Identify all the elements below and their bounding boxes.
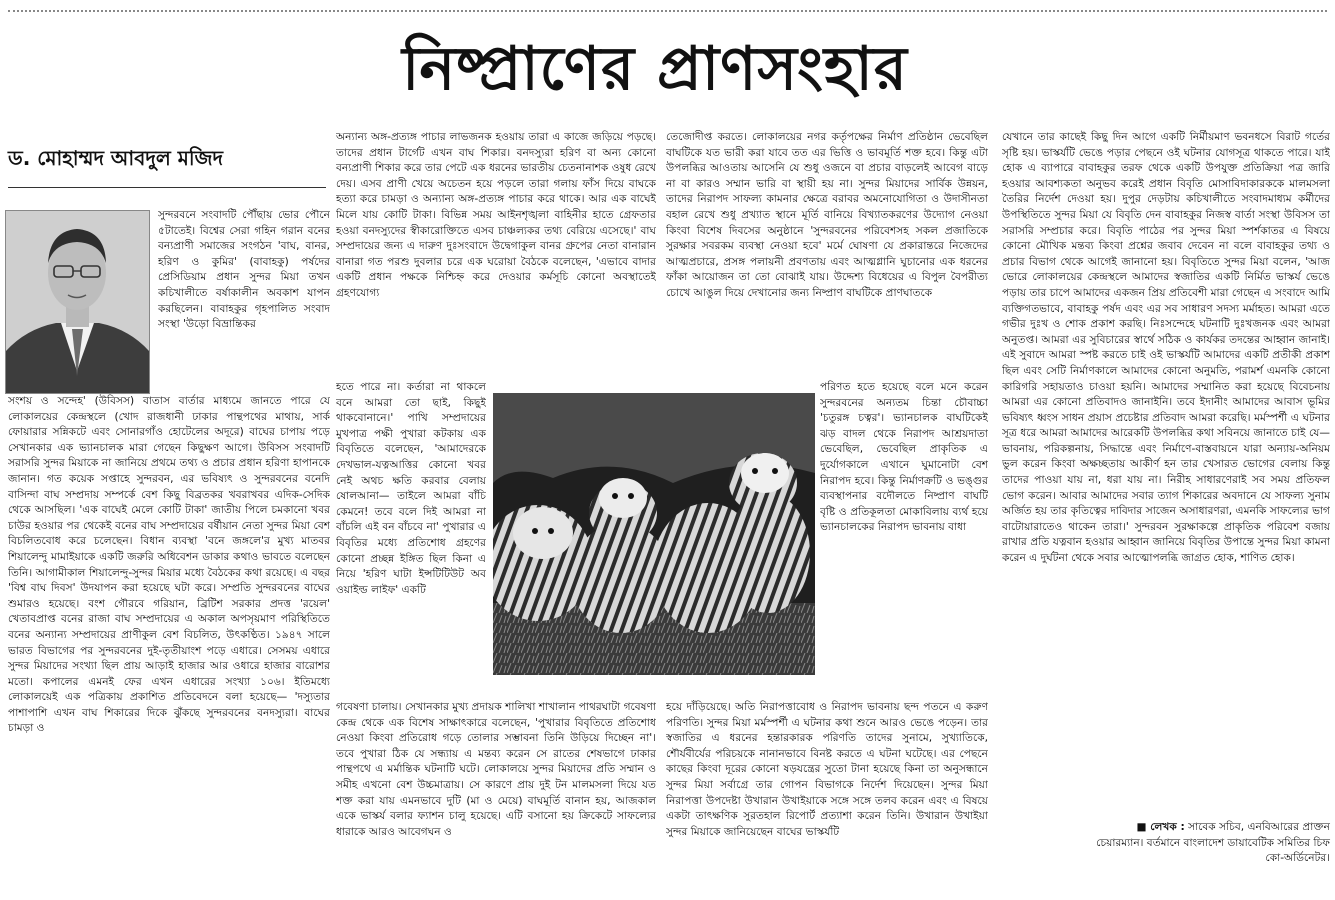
article-text: অন্যান্য অঙ্গ-প্রত্যঙ্গ পাচার লাভজনক হওয়ায় তারা এ কাজে জড়িয়ে পড়ছে। তাদের প্রধান টার্গেট এখন বাঘ শিকার। বনদস্যুরা হরিণ বা অন্য কোনো বন্যপ্রাণী শিকার করে তার পেটে এক ধরনের ভারতীয় চেতনানাশক ওষুধ রেখে দেয়। এসব প্রাণী খেয়ে অচেতন হয়ে পড়লে তারা গলায় ফাঁস দিয়ে বাঘকে হত্যা করে চামড়া ও অন্যান্য অঙ্গ-প্রত্যঙ্গ পাচার করে থাকে। আর এক বাঘেই মিলে যায় কোটি টাকা। বিভিন্ন সময় আইনশৃঙ্খলা বাহিনীর হাতে গ্রেফতার হওয়া বনদস্যুদের স্বীকারোক্তিতে এসব চাঞ্চল্যকর তথ্য বেরিয়ে এসেছে।' বাঘ সম্প্রদায়ের জন্য এ দারুণ দুঃসংবাদে উদ্বেগাকুল বানর গ্রুপের নেতা বানারান বানারা গত পরশু দুবলার চরে এক ঘরোয়া বৈঠকে বলেছেন, 'এভাবে বাদার একটি প্রধান পক্ষকে নিশ্চিহ্ন করে দেওয়ার কর্মসূচি কোনো অবস্থাতেই গ্রহণযোগ্য xyxy=(336,131,656,299)
article-column-1-bottom xyxy=(8,394,330,894)
article-column-3-bottom xyxy=(666,700,988,895)
article-text: পরিণত হতে হয়েছে বলে মনে করেন সুন্দরবনের অন্যতম চিন্তা চৌবাচ্চা 'চতুরঙ্গ চত্বর'। ভ্যানচালক বাঘটিকেই ঝড় বাদল থেকে নিরাপদ আশ্রয়দাতা ভেবেছিল, ভেবেছিল প্রাকৃতিক এ দুর্যোগকালে এখানে ঘুমানোটা বেশ নিরাপদ হবে। কিন্তু নির্মাণক্রটি ও ভঙ্গুর ব্যবস্থাপনার বদৌলতে নিষ্প্রাণ বাঘটি বৃষ্টি ও প্রতিকূলতা মোকাবিলায় ব্যর্থ হয়ে ভ্যানচালকের নিরাপদ ভাবনায় বাধা xyxy=(820,381,988,534)
top-dotted-rule xyxy=(8,10,1327,12)
author-credit-text-1: সাবেক সচিব, এনবিআরের প্রাক্তন xyxy=(1188,821,1330,833)
author-portrait-image xyxy=(6,211,149,393)
author-credit xyxy=(1002,820,1330,867)
article-column-4 xyxy=(1002,130,1330,810)
article-text: গবেষণা চালায়। সেখানকার মুখ্য প্রদায়ক শালিখা শাখালান পাথরঘাটা গবেষণা কেন্দ্র থেকে এক বিশেষ সাক্ষাৎকারে বলেছেন, 'পুখারার বিবৃতিতে প্রতিশোধ নেওয়া কিংবা প্রতিরোধ গড়ে তোলার সম্ভাবনা তিনি উড়িয়ে দিচ্ছেন না'। তবে পুখারা ঠিক যে সন্ধ্যায় এ মন্তব্য করেন সে রাতের শেষভাগে ঢাকার পান্থপথে এ মর্মান্তিক ঘটনাটি ঘটে। লোকালয়ে সুন্দর মিয়াদের প্রতি সম্মান ও সমীহ এখনো বেশ উচ্চমাত্রায়। সে কারণে প্রায় দুই টন মালমসলা দিয়ে যত শক্ত করা যায় এমনভাবে দুটি (মা ও মেয়ে) বাঘমূর্তি বানান হয়, আজকাল একে ভাস্কর্য বলার ফ্যাশন চালু হয়েছে। এটি বসানো হয় ক্রিকেটে সাফল্যের ধারাকে আরও আবেগঘন ও xyxy=(336,701,656,838)
tiger-cubs-image xyxy=(493,393,815,675)
article-text: হয়ে দাঁড়িয়েছে। অতি নিরাপত্তাবোধ ও নিরাপদ ভাবনায় ছন্দ পতনে এ করুণ পরিণতি। সুন্দর মিয়া মর্মস্পর্শী এ ঘটনার কথা শুনে আরও ভেঙে পড়েন। তার স্বজাতির এ ধরনের হন্তারকারক পরিণতি তাদের সুনামে, সুখ্যাতিকে, শৌর্যবীর্যের পরিচয়কে নানানভাবে বিনষ্ট করতে এ ঘটনা ঘটেছে। এর পেছনে কাছের কিংবা দূরের কোনো ষড়যন্ত্রের সুতো টানা হয়েছে কিনা তা অনুসন্ধানে সুন্দর মিয়া সর্বাগ্রে তার গোপন বিভাগকে নির্দেশ দিয়েছেন। সুন্দর মিয়া নিরাপত্তা উপদেষ্টা উখারান উখাইয়াকে সঙ্গে সঙ্গে তলব করেন এবং এ বিষয়ে একটা তাৎক্ষণিক সুরতহাল রিপোর্ট প্রত্যাশা করেন তিনি। উখারান উখাইয়া সুন্দর মিয়াকে জানিয়েছেন বাঘের ভাস্কর্যটি xyxy=(666,701,988,838)
article-column-2-bottom xyxy=(336,700,656,895)
author-credit-line-3: কো-অর্ডিনেটর। xyxy=(1265,852,1330,865)
headline: নিষ্প্রাণের প্রাণসংহার xyxy=(402,34,908,104)
author-credit-line-1 xyxy=(1002,820,1330,836)
author-portrait xyxy=(5,210,150,394)
article-text: সংশয় ও সন্দেহ' (উবিসস) বাতাস বার্তার মাধ্যমে জানতে পারে যে লোকালয়ের কেন্দ্রস্থলে (খোদ রাজধানী ঢাকার পান্থপথের মাথায়, সার্ক ফোয়ারার সন্নিকটে এবং সোনারগাঁও হোটেলের অদূরে) বাঘের চাপায় পড়ে সেখানকার এক ভ্যানচালক মারা গেছেন কিছুক্ষণ আগে। উবিসস সংবাদটি সরাসরি সুন্দর মিয়াকে না জানিয়ে প্রথমে তথ্য ও প্রচার প্রধান হরিণা হাপানকে জানান। গত কয়েক সপ্তাহে সুন্দরবন, এর ভবিষ্যৎ ও সুন্দরবনের বনেদি বাসিন্দা বাঘ সম্প্রদায় সম্পর্কে বেশ কিছু বিব্রতকর খবরাখবর এদিক-সেদিক থেকে আসছিল। 'এক বাঘেই মেলে কোটি টাকা' জাতীয় পিলে চমকানো খবর চাউর হওয়ার পর থেকেই বনের বাঘ সম্প্রদায়ের বর্ষীয়ান নেতা সুন্দর মিয়া বেশ বিচলিতবোধ করে চলেছেন। বিধান ব্যবস্থা 'বনে জঙ্গলে'র মুখ্য মাতবর শিয়ালেন্দু মামাইয়াকে একটি জরুরি অধিবেশন ডাকার কথাও ভাবতে বলেছেন তিনি। আগামীকাল শিয়ালেন্দু-সুন্দর মিয়ার মধ্যে বৈঠকের কথা রয়েছে। এ বছর 'বিশ্ব বাঘ দিবস' উদযাপন করা হয়েছে ঘটা করে। সম্প্রতি সুন্দরবনের বাঘের শুমারও হয়েছে। বংশ গৌরবে গরিয়ান, ব্রিটিশ সরকার প্রদত্ত 'রয়েল' খেতাবপ্রাপ্ত বনের রাজা বাঘ সম্প্রদায়ের এ অকাল অপসৃয়মাণ পরিস্থিতিতে বনের অন্যান্য সম্প্রদায়ের প্রাণীকুল বেশ বিচলিত, উৎকণ্ঠিত। ১৯৪৭ সালে ভারত বিভাগের পর সুন্দরবনের দুই-তৃতীয়াংশ পড়ে এধারে। সেসময় এধারে সুন্দর মিয়াদের সংখ্যা ছিল প্রায় আড়াই হাজার আর ওধারে হাজার বারোশর মতো। কপালের এমনই ফের এখন এধারের সংখ্যা ১০৬। ইতিমধ্যে লোকালয়েই এক পত্রিকায় প্রকাশিত প্রতিবেদনে বলা হয়েছে— 'দস্যুতার পাশাপাশি এখন বাঘ শিকারের দিকে ঝুঁকছে সুন্দরবনের বনদস্যুরা। বাঘের চামড়া ও xyxy=(8,395,330,735)
author-credit-tag: ■ লেখক : xyxy=(1136,821,1185,833)
byline: ড. মোহাম্মদ আবদুল মজিদ xyxy=(8,146,223,170)
article-column-2-middle xyxy=(336,380,486,700)
author-credit-line-2: চেয়ারম্যান। বর্তমানে বাংলাদেশ ডায়াবেটিক সমিতির চিফ xyxy=(1096,836,1330,849)
article-text: হতে পারে না। কর্তারা না থাকলে বনে আমরা তো ছাই, কিছুই থাকবোনানে।' পাখি সম্প্রদায়ের মুখপাত্র পক্ষী পুখারা কটকায় এক বিবৃতিতে বলেছেন, 'আমাদেরকে দেখভাল-যত্নআত্তির কোনো খবর নেই অথচ ক্ষতি করবার বেলায় ষোলআনা— তাইলে আমরা বাঁচি কেমনে! তবে বলে দিই আমরা না বাঁচলি এই বন বাঁচবে না' পুখারার এ বিবৃতির মধ্যে প্রতিশোধ গ্রহণের কোনো প্রচ্ছন্ন ইঙ্গিত ছিল কিনা এ নিয়ে 'হরিণ ঘাটা ইন্সটিটিউট অব ওয়াইল্ড লাইফ' একটি xyxy=(336,381,486,596)
byline-rule xyxy=(8,187,326,188)
article-column-3-middle xyxy=(820,380,988,700)
article-column-1-top xyxy=(158,208,330,394)
article-text: যেখানে তার কাছেই কিছু দিন আগে একটি নির্মীয়মাণ ভবনধসে বিরাট গর্তের সৃষ্টি হয়। ভাস্কর্যটি ভেঙে পড়ার পেছনে ওই ঘটনার যোগসূত্র থাকতে পারে। যাই হোক এ ব্যাপারে বাবাহকুর তরফ থেকে একটি উপযুক্ত প্রতিক্রিয়া পত্র জারি হওয়ার আবশ্যকতা অনুভব করেই প্রধান বিবৃতি মোসাবিদাকারককে মালমসলা তৈরির নির্দেশ দেওয়া হয়। দুপুর দেড়টায় কচিখালীতে সংবাদমাধ্যম কর্মীদের উপস্থিতিতে সুন্দর মিয়া যে বিবৃতি দেন বাবাহকুর নিজস্ব বার্তা সংস্থা উবিসস তা সরাসরি সম্প্রচার করে। বিবৃতি পাঠের পর সুন্দর মিয়া স্পর্শকাতর এ বিষয়ে কোনো মৌখিক মন্তব্য কিংবা প্রশ্নের জবাব দেবেন না বলে বাবাহকুর তথ্য ও প্রচার বিভাগ থেকে আগেই জানানো হয়। বিবৃতিতে সুন্দর মিয়া বলেন, 'আজ ভোরে লোকালয়ের কেন্দ্রস্থলে আমাদের স্বজাতির একটি নির্মিত ভাস্কর্য ভেঙে পড়ায় তার চাপে আমাদের একজন প্রিয় প্রতিবেশী মারা গেছেন এ সংবাদে আমি ব্যক্তিগতভাবে, বাবাহকু পর্ষদ এবং এর সব সাধারণ সদস্য মর্মাহত। আমরা এতে গভীর দুঃখ ও শোক প্রকাশ করছি। নিঃসন্দেহে ঘটনাটি দুঃখজনক এবং আমরা অনুতপ্ত। আমরা এর সুবিচারের স্বার্থে সঠিক ও কার্যকর তদন্তের আহ্বান জানাই। এই সুবাদে আমরা স্পষ্ট করতে চাই ওই ভাস্কর্যটি আমাদের একটি প্রতীকী প্রকাশ ছিল এবং সেটি নির্মাণকালে আমাদের কোনো অনুমতি, পরামর্শ এমনকি কোনো কারিগরি সহায়তাও চাওয়া হয়নি। আমাদের সম্মানিত করা হয়েছে বিবেচনায় আমরা এর কোনো প্রতিবাদও জানাইনি। তবে ইদানীং আমাদের আবাস ভূমির ভবিষ্যৎ ধ্বংস সাধন প্রয়াস প্রচেষ্টার প্রতিবাদ আমরা করেছি। মর্মস্পর্শী এ ঘটনার সূত্র ধরে আমরা আমাদের আরেকটি উপলব্ধির কথা সবিনয়ে জানাতে চাই যে— ভাবনায়, পরিকল্পনায়, সিদ্ধান্তে এবং নির্মাণে-বাস্তবায়নে যারা অন্যায়-অনিয়ম ভুল করেন কিংবা অক্ষচ্ছতায় আকীর্ণ হন তার খেসারত ভোগের বেলায় কিন্তু তাদের পাওয়া যায় না, ধরা যায় না। নিরীহ সাধারণেরাই সব সময় প্রতিফল ভোগ করেন। আবার আমাদের সবার ত্যাগ শিকারের অবদানে যে সাফল্য সুনাম অর্জিত হয় তার কৃতিত্বের দাবিদার সাজেন অসাধারণরা, এমনকি সাফল্যের ভাগ বাটোয়ারাতেও থাকেন তারা।' সুন্দরবন সুরক্ষাকল্পে প্রাকৃতিক পরিবেশ বজায় রাখার প্রতি যত্নবান হওয়ার আহ্বান জানিয়ে বিবৃতির উপান্তে সুন্দর মিয়া কামনা করেন এ দুর্ঘটনা থেকে সবার আত্মোপলব্ধি জাগ্রত হোক, শাণিত হোক। xyxy=(1002,131,1330,565)
article-column-2-top xyxy=(336,130,656,380)
article-text: সুন্দরবনে সংবাদটি পৌঁছায় ভোর পৌনে ৫টাতেই। বিশ্বের সেরা গহিন গরান বনের বন্যপ্রাণী সমাজের সংগঠন 'বাঘ, বানর, হরিণ ও কুমির' (বাবাহকু) পর্ষদের প্রেসিডিয়াম প্রধান সুন্দর মিয়া তখন কচিখালীতে বর্ষাকালীন অবকাশ যাপন করছিলেন। বাবাহকুর গৃহপালিত সংবাদ সংস্থা 'উড়ো বিভ্রান্তিকর xyxy=(158,209,330,331)
article-text: তেজোদীপ্ত করতে। লোকালয়ের নগর কর্তৃপক্ষের নির্মাণ প্রতিষ্ঠান ভেবেছিল বাঘটিকে যত ভারী করা যাবে তত এর ভিত্তি ও ভাবমূর্তি শক্ত হবে। কিন্তু এটা উপলব্ধির আওতায় আসেনি যে শুধু ওজনে বা প্রচার বাড়লেই আবেগ বাড়ে না বা কারও সম্মান ভারি বা স্থায়ী হয় না। সুন্দর মিয়াদের সার্বিক উন্নয়ন, তাদের নিরাপদ সাফল্য কামনার ক্ষেত্রে বরাবর অমনোযোগিতা ও উদাসীনতা বহাল রেখে শুধু প্রখ্যাত স্থানে মূর্তি বানিয়ে বিখ্যাতকরণের উদ্যোগ নেওয়া কিংবা বিশেষ দিবসের অনুষ্ঠানে 'সুন্দরবনের পরিবেশসহ সকল প্রজাতিকে সুরক্ষার সবরকম ব্যবস্থা নেওয়া হবে' মর্মে ঘোষণা যে প্রকারান্তরে নিজেদের আত্মপ্রচারে, প্রসঙ্গ পলায়নী প্রবণতায় এবং আত্মগ্লানি ঘুচানোর এক ধরনের ফাঁকা আয়োজন তা তো বোঝাই যায়। উদ্দেশ্য বিধেয়ের এ বিপুল বৈপরীত্য চোখে আঙুল দিয়ে দেখানোর জন্য নিষ্প্রাণ বাঘটিকে প্রাণঘাতকে xyxy=(666,131,988,299)
article-column-3-top xyxy=(666,130,988,380)
tiger-cubs-photo xyxy=(493,393,815,675)
